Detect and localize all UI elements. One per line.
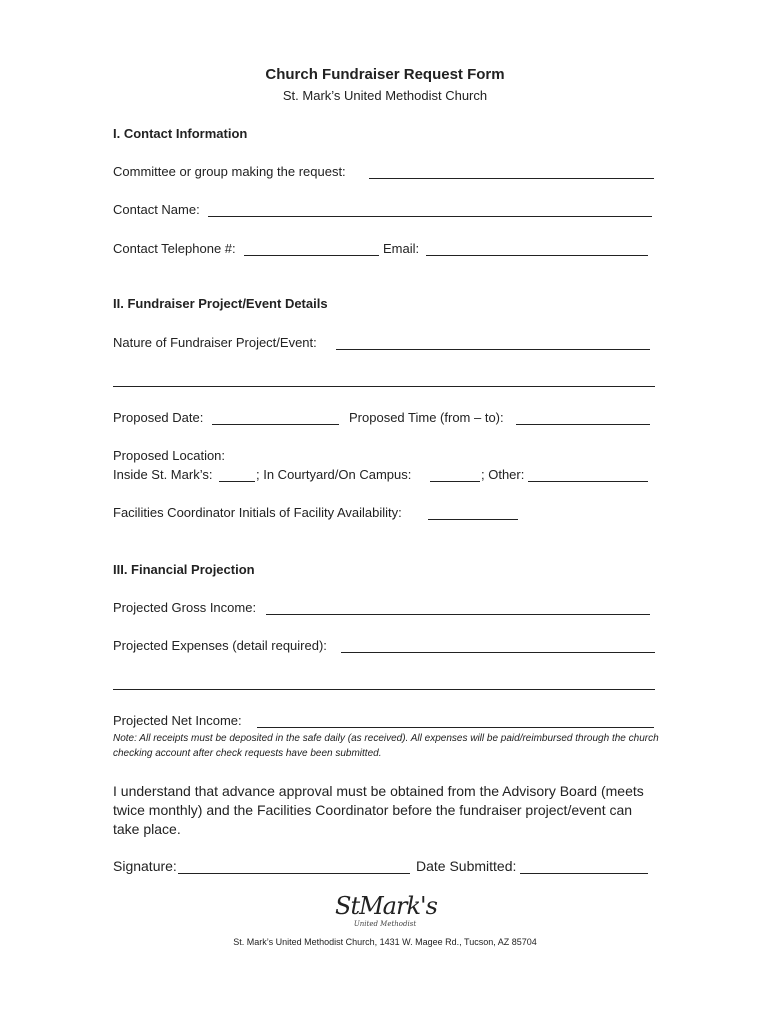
church-name: St. Mark’s United Methodist Church (282, 88, 488, 103)
expenses-label: Projected Expenses (detail required): (113, 638, 327, 653)
approval-statement: I understand that advance approval must be obtained from the Advisory Board (meets twice monthly) and the Facilities Coordinator before the fundraiser project/event can take place. (113, 783, 644, 837)
proposed-date-label: Proposed Date: (113, 410, 204, 425)
telephone-field[interactable] (244, 255, 379, 256)
gross-income-field[interactable] (266, 614, 650, 615)
telephone-label: Contact Telephone #: (113, 241, 236, 256)
contact-name-field[interactable] (208, 216, 652, 217)
section-financial-heading: III. Financial Projection (113, 562, 255, 577)
church-logo (335, 892, 435, 934)
email-label: Email: (383, 241, 420, 256)
footer-address: St. Mark’s United Methodist Church, 1431 W. Magee Rd., Tucson, AZ 85704 (233, 937, 537, 947)
section-contact-heading: I. Contact Information (113, 126, 248, 141)
committee-label: Committee or group making the request: (113, 164, 346, 179)
proposed-time-field[interactable] (516, 424, 650, 425)
inside-label: Inside St. Mark’s: (113, 467, 213, 482)
other-label: ; Other: (481, 467, 525, 482)
signature-label: Signature: (113, 858, 177, 874)
facilities-initials-field[interactable] (428, 519, 518, 520)
email-field[interactable] (426, 255, 648, 256)
expenses-field-continued[interactable] (113, 689, 655, 690)
expenses-field[interactable] (341, 652, 655, 653)
courtyard-field[interactable] (430, 481, 480, 482)
inside-field[interactable] (219, 481, 255, 482)
gross-income-label: Projected Gross Income: (113, 600, 257, 615)
other-location-field[interactable] (528, 481, 648, 482)
date-submitted-field[interactable] (520, 873, 648, 874)
contact-name-label: Contact Name: (113, 202, 200, 217)
proposed-location-label: Proposed Location: (113, 448, 226, 463)
facilities-label: Facilities Coordinator Initials of Facility Availability: (113, 505, 402, 520)
proposed-date-field[interactable] (212, 424, 339, 425)
net-income-label: Projected Net Income: (113, 713, 242, 728)
proposed-time-label: Proposed Time (from – to): (349, 410, 504, 425)
logo-subtext: United Methodist (353, 920, 417, 928)
signature-field[interactable] (178, 873, 410, 874)
receipts-note: Note: All receipts must be deposited in the safe daily (as received). All expenses will be paid/reimbursed through the church checking account after check requests have been submitted. (113, 733, 659, 759)
nature-field-continued[interactable] (113, 386, 655, 387)
logo-script-text: StMark's (335, 892, 437, 920)
nature-label: Nature of Fundraiser Project/Event: (113, 335, 317, 350)
nature-field[interactable] (336, 349, 650, 350)
committee-field[interactable] (369, 178, 654, 179)
form-title: Church Fundraiser Request Form (265, 66, 505, 83)
date-submitted-label: Date Submitted: (416, 858, 517, 874)
net-income-field[interactable] (257, 727, 654, 728)
section-details-heading: II. Fundraiser Project/Event Details (113, 296, 328, 311)
courtyard-label: ; In Courtyard/On Campus: (256, 467, 412, 482)
